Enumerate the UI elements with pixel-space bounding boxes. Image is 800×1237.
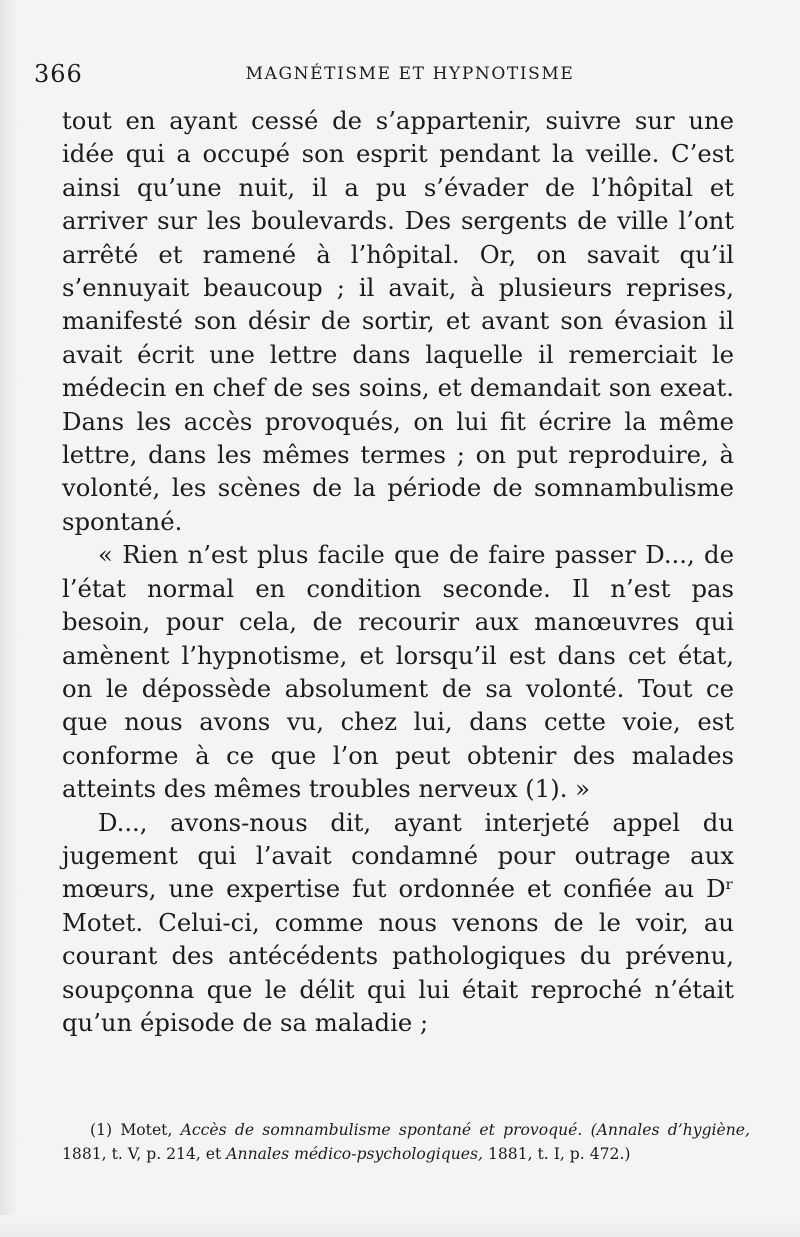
footnote-text: [62, 1118, 750, 1166]
paragraph-expertise: D..., avons-nous dit, ayant interjeté appel du jugement qui l’avait condamné pour outrage aux mœurs, une expertise fut ordonnée et confiée au Dʳ Motet. Celui-ci, comme nous venons de le voir, au courant des antécédents pathologiques du prévenu, soupçonna que le délit qui lui était reproché n’était qu’un épisode de sa maladie ;: [62, 807, 734, 1037]
page-bottom-shadow: [0, 1215, 800, 1237]
page-edge-shadow: [0, 0, 18, 1237]
page-header: [30, 60, 770, 90]
running-title: MAGNÉTISME ET HYPNOTISME: [245, 64, 575, 84]
footnote: [62, 1118, 750, 1166]
footnote-citation-2: 1881, t. I, p. 472.): [482, 1145, 631, 1163]
body-text: [62, 104, 734, 1039]
footnote-citation-1: 1881, t. V, p. 214, et: [62, 1145, 227, 1163]
page-number: 366: [34, 60, 83, 88]
paragraph-quotation: « Rien n’est plus facile que de faire passer D..., de l’état normal en condition seconde. Il n’est pas besoin, pour cela, de recourir aux manœuvres qui amènent l’hypnotisme, et lorsqu’il est dans cet état, on le dépossède absolument de sa volonté. Tout ce que nous avons vu, chez lui, dans cette voie, est conforme à ce que l’on peut obtenir des malades atteints des mêmes troubles nerveux (1). »: [62, 540, 734, 804]
paragraph-continuation: tout en ayant cessé de s’appartenir, suivre sur une idée qui a occupé son esprit pendant la veille. C’est ainsi qu’une nuit, il a pu s’évader de l’hôpital et arriver sur les boulevards. Des sergents de ville l’ont arrêté et ramené à l’hôpital. Or, on savait qu’il s’ennuyait beaucoup ; il avait, à plusieurs reprises, manifesté son désir de sortir, et avant son évasion il avait écrit une lettre dans laquelle il remerciait le médecin en chef de ses soins, et demandait son exeat. Dans les accès provoqués, on lui fit écrire la même lettre, dans les mêmes termes ; on put reproduire, à volonté, les scènes de la période de somnambulisme spontané.: [62, 106, 734, 536]
footnote-marker: (1) Motet,: [90, 1121, 181, 1139]
footnote-journal-italic: Annales médico-psychologiques,: [226, 1145, 483, 1163]
footnote-title-italic: Accès de somnambulisme spontané et provoqué. (Annales d’hygiène,: [180, 1121, 750, 1139]
